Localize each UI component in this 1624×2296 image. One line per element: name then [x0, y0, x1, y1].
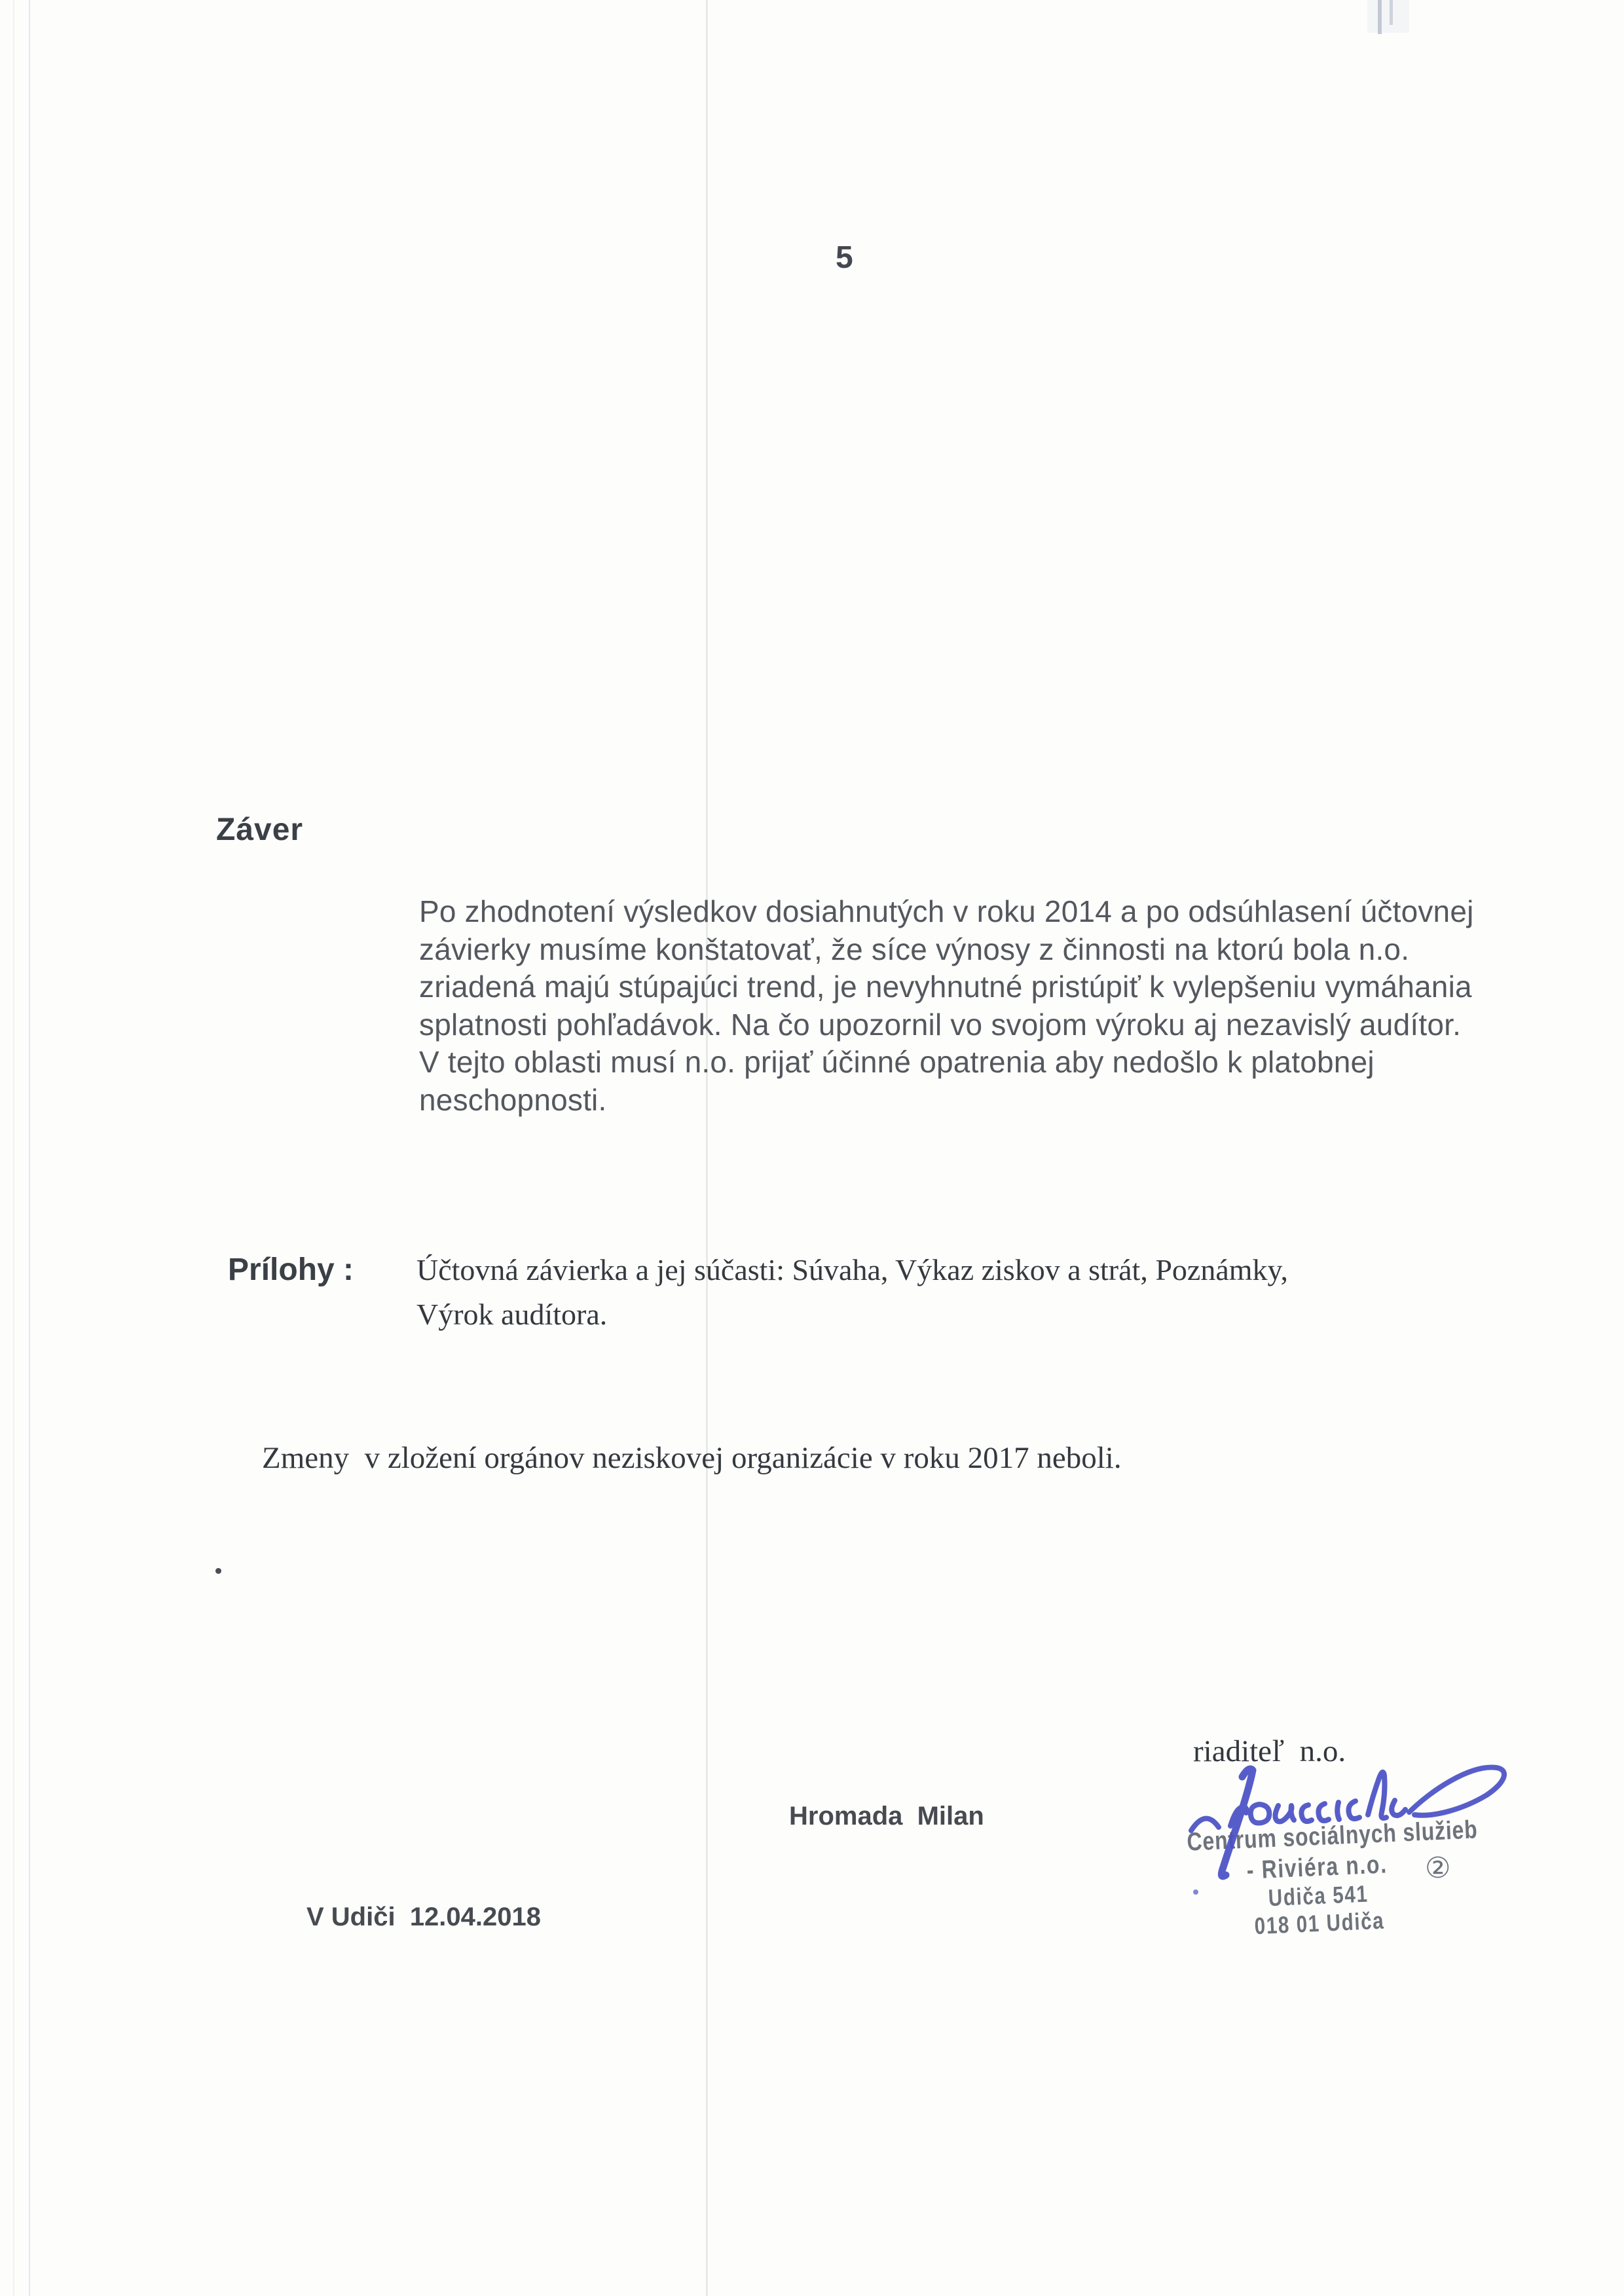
conclusion-paragraph [419, 893, 1474, 1119]
stamp-badge-circled-2: ② [1425, 1852, 1451, 1884]
section-heading-zaver: Záver [216, 812, 304, 847]
signer-name: Hromada Milan [789, 1802, 984, 1831]
scan-edge-line [29, 0, 30, 2296]
attachments-line: Výrok audítora. [416, 1298, 608, 1331]
paragraph-line: závierky musíme konštatovať, že síce výnosy z činnosti na ktorú bola n.o. [419, 932, 1410, 966]
stamp-line-3: Udiča 541 [1267, 1880, 1369, 1912]
stray-ink-dot [215, 1568, 221, 1574]
scan-edge-line [13, 0, 14, 2296]
signature-ink [1166, 1728, 1532, 1925]
paragraph-line: zriadená majú stúpajúci trend, je nevyhnutné pristúpiť k vylepšeniu vymáhania [419, 970, 1472, 1004]
attachments-line: Účtovná závierka a jej súčasti: Súvaha, Výkaz ziskov a strát, Poznámky, [416, 1253, 1289, 1286]
stamp-line-4: 018 01 Udiča [1253, 1906, 1386, 1940]
paragraph-line: Po zhodnotení výsledkov dosiahnutých v roku 2014 a po odsúhlasení účtovnej [419, 894, 1474, 928]
page-number: 5 [836, 240, 853, 275]
paragraph-line: neschopnosti. [419, 1082, 607, 1117]
paragraph-line: splatnosti pohľadávok. Na čo upozornil vo svojom výroku aj nezavislý audítor. [419, 1007, 1462, 1042]
place-date: V Udiči 12.04.2018 [306, 1903, 542, 1931]
scan-artifact-tick [1378, 0, 1382, 34]
paragraph-line: V tejto oblasti musí n.o. prijať účinné opatrenia aby nedošlo k platobnej [419, 1045, 1375, 1079]
stamp-line-2: - Riviéra n.o. [1246, 1850, 1388, 1885]
attachments-text [416, 1248, 1490, 1337]
scan-artifact [1367, 0, 1409, 33]
scan-artifact-tick [1390, 0, 1393, 25]
scan-fold-line [706, 0, 708, 2296]
stamp-line-1: Centrum sociálnych služieb [1186, 1815, 1479, 1857]
changes-note: Zmeny v zložení orgánov neziskovej organizácie v roku 2017 neboli. [262, 1441, 1122, 1475]
role-title: riaditeľ n.o. [1193, 1734, 1346, 1768]
attachments-label: Prílohy : [228, 1252, 354, 1287]
